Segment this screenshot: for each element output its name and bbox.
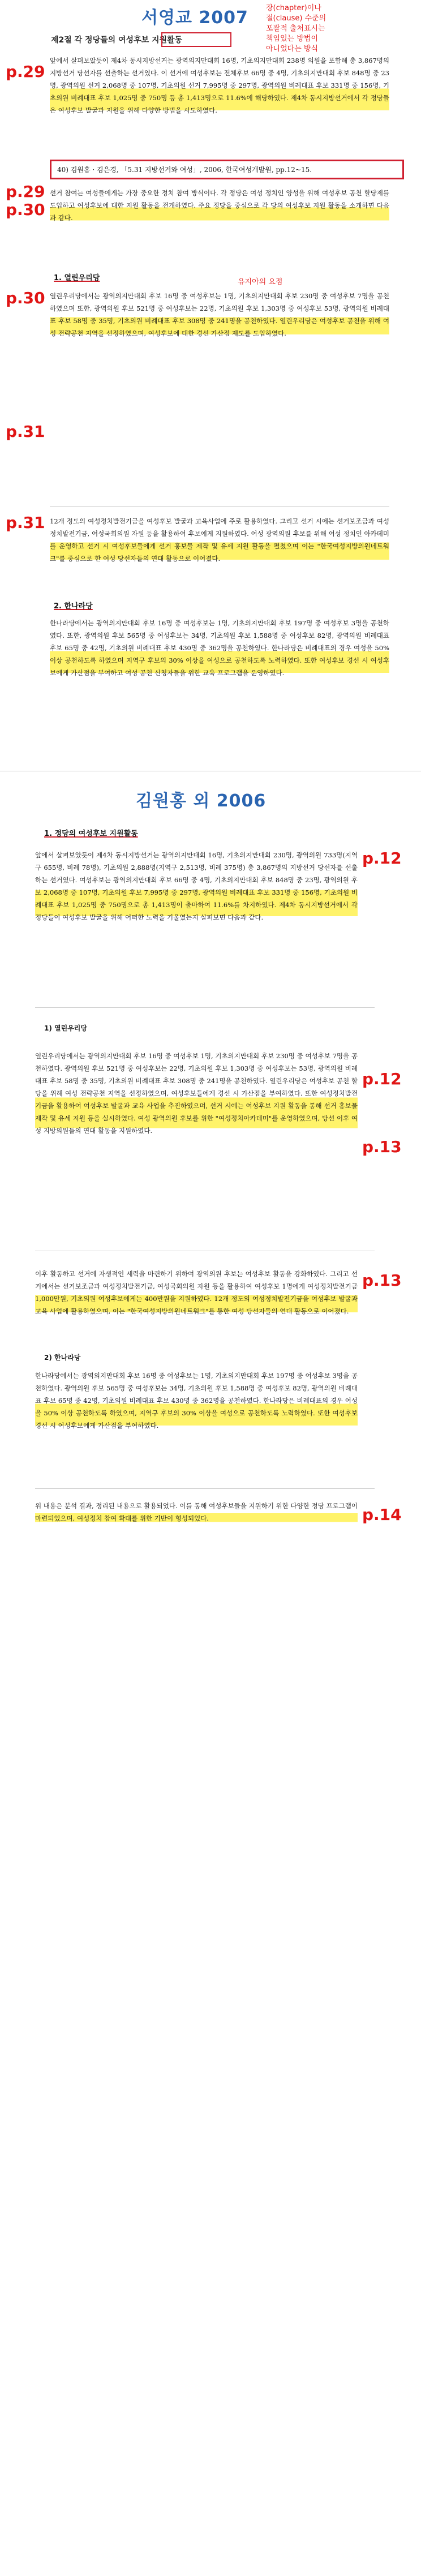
source-note-line: 아니었다는 방식 [266, 45, 319, 53]
page-tag: p.29 [6, 62, 45, 81]
page-tag: p.13 [362, 1271, 402, 1290]
body-paragraph: 앞에서 살펴보았듯이 제4차 동시지방선거는 광역의지만대회 16명, 기초의지만대회 238명 의원을 포함해 총 3,867명의 지방선거 당선자를 선출하는 선거였다. 이 선거에 여성후보는 전체후보 66명 중 4명, 기초의지만대회 후보 848명 중 23명, 광역의원 선거 2,068명 중 107명, 기초의원 선거 7,995명 중 297명, 광역의원 비례대표 후보 331명 중 156명, 기초의원 비례대표 후보 1,025명 중 750명 등 총 1,413명으로 11.6%에 해당하였다. 제4차 동시지방선거에서 각 정당들은 여성후보 발굴과 지원을 위해 다양한 방법을 시도하였다. [50, 54, 389, 117]
body-paragraph: 12개 정도의 여성정치발전기금을 여성후보 발굴과 교육사업에 주로 활용하였다. 그리고 선거 시에는 선거보조금과 여성정치발전기금, 여성국회의원 자원 등을 활용하여 후보에게 지원하였다. 여성 광역의원 후보를 위해 여성 정치인 아카데미를 운영하고 선거 시 여성후보들에게 선거 홍보물 제작 및 유세 지원 활동을 펼쳤으며 이는 "한국여성지방의원네트워크"를 중심으로 한 여성 당선자들의 연대 활동으로 이어졌다. [50, 515, 389, 565]
body-paragraph: 열린우리당에서는 광역의지만대회 후보 16명 중 여성후보는 1명, 기초의지만대회 후보 230명 중 여성후보 7명을 공천하였으며 또한, 광역의원 후보 521명 중 여성후보는 22명, 기초의원 후보 1,303명 중 여성후보 53명, 광역의원 비례대표 후보 58명 중 35명, 기초의원 비례대표 후보 308명 중 241명을 공천하였다. 열린우리당은 여성후보 공천을 위해 여성 전략공천 지역을 선정하였으며, 여성후보에 대한 경선 가산점 제도를 도입하였다. [50, 290, 389, 340]
body-paragraph: 열린우리당에서는 광역의지만대회 후보 16명 중 여성후보 1명, 기초의지만대회 후보 230명 중 여성후보 7명을 공천하였다. 광역의원 후보 521명 중 여성후보는 22명, 기초의원 후보 1,303명 중 여성후보는 53명, 광역의원 비례대표 후보 58명 중 35명, 기초의원 비례대표 후보 308명 중 241명을 공천하였다. 열린우리당은 여성후보 공천 할당을 위해 여성 전략공천 지역을 선정하였으며, 여성후보들에게 경선 시 가산점을 부여하였다. 또한 여성정치발전기금을 활용하여 여성후보 발굴과 교육 사업을 추진하였으며, 선거 시에는 여성후보 지원 활동을 통해 선거 홍보물 제작 및 유세 지원 등을 실시하였다. 여성 광역의원 후보를 위한 "여성정치아카데미"를 운영하였으며, 당선 이후 여성 지방의원들의 연대 활동을 지원하였다. [35, 1050, 358, 1137]
page-tag: p.12 [362, 849, 402, 868]
reference-box: 40) 김원홍 · 김은경, 「5.31 지방선거와 여성」, 2006, 한국여성개발원, pp.12~15. [50, 160, 404, 179]
subsection-heading: 1) 열린우리당 [44, 1024, 87, 1032]
subsection-heading: 2. 한나라당 [54, 602, 93, 611]
divider [35, 1488, 375, 1489]
subsection-heading: 2) 한나라당 [44, 1354, 81, 1362]
source-note [266, 3, 345, 54]
page-tag: p.30 [6, 289, 45, 307]
doc-title-1: 서영교 2007 [141, 8, 248, 28]
page-tag: p.12 [362, 1070, 402, 1088]
section-highlight-box [161, 32, 231, 47]
page-tag: p.29 [6, 182, 45, 201]
body-paragraph: 한나라당에서는 광역의지만대회 후보 16명 중 여성후보는 1명, 기초의지만대회 후보 197명 중 여성후보 3명을 공천하였다. 광역의원 후보 565명 중 여성후보는 34명, 기초의원 후보 1,588명 중 여성후보 82명, 광역의원 비례대표 후보 65명 중 42명, 기초의원 비례대표 후보 430명 중 362명을 공천하였다. 한나라당은 비례대표의 경우 여성을 50% 이상 공천하도록 하였으며, 지역구 후보의 30% 이상을 여성으로 공천하도록 노력하였다. 또한 여성후보 경선 시 여성후보에게 가산점을 부여하였다. [35, 1369, 358, 1432]
source-note-line: 책임있는 방법이 [266, 35, 319, 43]
body-paragraph: 위 내용은 분석 결과, 정리된 내용으로 활용되었다. 이를 통해 여성후보들을 지원하기 위한 다양한 정당 프로그램이 마련되었으며, 여성정치 참여 확대를 위한 기반이 형성되었다. [35, 1500, 358, 1525]
doc-title-2: 김원홍 외 2006 [136, 791, 267, 811]
page-tag: p.14 [362, 1505, 402, 1524]
subsection-heading: 1. 열린우리당 [54, 274, 100, 282]
source-note-line: 절(clause) 수준의 [266, 14, 327, 23]
page-tag: p.13 [362, 1137, 402, 1156]
margin-note: 유지아의 요점 [238, 278, 283, 286]
source-note-line: 포괄적 출처표시는 [266, 24, 325, 33]
divider [50, 506, 389, 507]
page-tag: p.31 [6, 422, 45, 441]
body-paragraph: 앞에서 살펴보았듯이 제4차 동시지방선거는 광역의지만대회 16명, 기초의지만대회 230명, 광역의원 733명(지역구 655명, 비례 78명), 기초의원 2,888명(지역구 2,513명, 비례 375명) 총 3,867명의 지방선거 당선자를 선출하는 선거였다. 여성후보는 광역의지만대회 후보 66명 중 4명, 기초의지만대회 후보 848명 중 23명, 광역의원 후보 2,068명 중 107명, 기초의원 후보 7,995명 중 297명, 광역의원 비례대표 후보 331명 중 156명, 기초의원 비례대표 후보 1,025명 중 750명으로 총 1,413명이 출마하여 11.6%를 차지하였다. 제4차 동시지방선거에서 각 정당들이 여성후보 발굴을 위해 어떠한 노력을 기울였는지 살펴보면 다음과 같다. [35, 849, 358, 924]
body-paragraph: 선거 참여는 여성들에게는 가장 중요한 정치 참여 방식이다. 각 정당은 여성 정치인 양성을 위해 여성후보 공천 할당제를 도입하고 여성후보에 대한 지원 활동을 전개하였다. 주요 정당을 중심으로 각 당의 여성후보 지원 활동을 소개하면 다음과 같다. [50, 187, 389, 224]
body-paragraph: 한나라당에서는 광역의지만대회 후보 16명 중 여성후보는 1명, 기초의지만대회 후보 197명 중 여성후보 3명을 공천하였다. 또한, 광역의원 후보 565명 중 여성후보는 34명, 기초의원 후보 1,588명 중 여성후보 82명, 광역의원 비례대표 후보 65명 중 42명, 기초의원 비례대표 후보 430명 중 362명을 공천하였다. 한나라당은 비례대표의 경우 여성을 50% 이상 공천하도록 하였으며 지역구 후보의 30% 이상을 여성으로 공천하도록 노력하였다. 또한 여성후보 경선 시 여성후보에게 가산점을 부여하고 여성 공천 신청자들을 위한 교육 프로그램을 운영하였다. [50, 617, 389, 679]
body-paragraph: 이후 활동하고 선거에 자생적인 세력을 마련하기 위하여 광역의원 후보는 여성후보 활동을 강화하였다. 그리고 선거에서는 선거보조금과 여성정치발전기금, 여성국회의원 자원 등을 활용하여 여성후보 1명에게 여성정치발전기금 1,000만원, 기초의원 여성후보에게는 400만원을 지원하였다. 12개 정도의 여성정치발전기금을 여성후보 발굴과 교육 사업에 활용하였으며, 이는 "한국여성지방의원네트워크"를 통한 여성 당선자들의 연대 활동으로 이어졌다. [35, 1268, 358, 1317]
source-note-line: 장(chapter)이나 [266, 4, 321, 12]
divider [35, 1007, 375, 1008]
subsection-heading: 1. 정당의 여성후보 지원활동 [44, 830, 138, 838]
section-title: 제2절 각 정당들의 여성후보 지원활동 [51, 36, 183, 45]
page-tag: p.30 [6, 200, 45, 219]
page-tag: p.31 [6, 513, 45, 532]
